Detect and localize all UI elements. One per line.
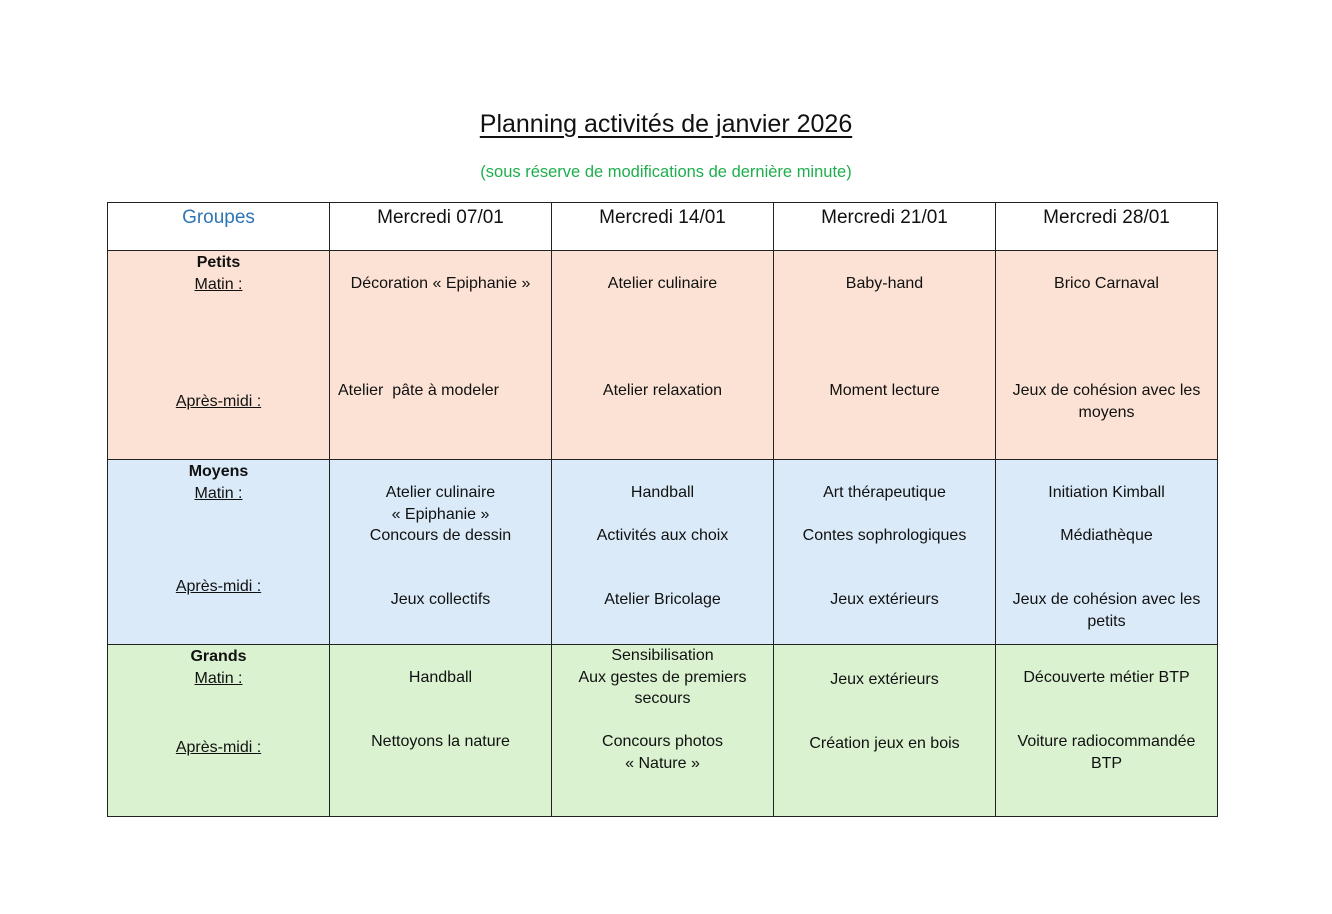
cell-petits-day-2: [552, 251, 774, 460]
activity-afternoon: « Nature »: [625, 754, 700, 772]
activity-afternoon: Atelier pâte à modeler: [338, 382, 499, 399]
activity-morning: Brico Carnaval: [1054, 275, 1159, 292]
activity-morning: Sensibilisation: [611, 647, 714, 664]
page-subtitle: (sous réserve de modifications de dernière minute): [480, 163, 852, 181]
header-day-1: Mercredi 07/01: [330, 203, 552, 251]
cell-grands-day-4: [996, 645, 1218, 817]
afternoon-label: Après-midi :: [175, 739, 262, 756]
activity-morning: Handball: [408, 669, 473, 686]
activity-afternoon: Jeux extérieurs: [830, 591, 939, 608]
activity-afternoon: Jeux collectifs: [390, 591, 491, 608]
cell-petits-day-3: [774, 251, 996, 460]
activity-afternoon: Atelier relaxation: [602, 382, 723, 399]
group-cell-petits: [108, 251, 330, 460]
activity-afternoon: Jeux de cohésion avec les: [1012, 382, 1201, 399]
group-cell-moyens: [108, 460, 330, 645]
row-petits: [108, 251, 1218, 460]
activity-morning: Médiathèque: [1060, 527, 1153, 544]
activity-morning: « Epiphanie »: [391, 505, 490, 523]
activity-afternoon: moyens: [1078, 403, 1135, 421]
activity-morning: Activités aux choix: [596, 527, 729, 544]
activity-morning: Décoration « Epiphanie »: [350, 275, 531, 292]
cell-moyens-day-3: [774, 460, 996, 645]
afternoon-label: Après-midi :: [175, 578, 262, 595]
header-day-3: Mercredi 21/01: [774, 203, 996, 251]
cell-moyens-day-1: [330, 460, 552, 645]
morning-label: Matin :: [194, 484, 243, 502]
activity-afternoon: Voiture radiocommandée: [1017, 733, 1196, 750]
group-name: Petits: [196, 254, 241, 271]
header-day-2: Mercredi 14/01: [552, 203, 774, 251]
row-moyens: [108, 460, 1218, 645]
cell-petits-day-4: [996, 251, 1218, 460]
activity-morning: Jeux extérieurs: [830, 671, 939, 688]
activity-afternoon: Atelier Bricolage: [604, 591, 721, 608]
activity-morning: Initiation Kimball: [1048, 484, 1165, 501]
activity-morning: Atelier culinaire: [607, 275, 718, 292]
activity-afternoon: BTP: [1090, 754, 1123, 772]
cell-moyens-day-2: [552, 460, 774, 645]
activity-morning: Aux gestes de premiers: [578, 668, 747, 686]
activity-afternoon: Concours photos: [602, 733, 723, 750]
planning-table: [107, 202, 1218, 817]
activity-morning: Handball: [630, 484, 695, 501]
cell-grands-day-3: [774, 645, 996, 817]
activity-morning: Concours de dessin: [369, 527, 512, 544]
activity-morning: Atelier culinaire: [385, 484, 496, 501]
activity-afternoon: Jeux de cohésion avec les: [1012, 591, 1201, 608]
activity-afternoon: Création jeux en bois: [809, 735, 960, 752]
cell-grands-day-1: [330, 645, 552, 817]
header-row: [108, 203, 1218, 251]
cell-petits-day-1: [330, 251, 552, 460]
afternoon-label: Après-midi :: [175, 393, 262, 410]
spacer: [780, 504, 989, 526]
morning-label: Matin :: [194, 669, 243, 687]
row-grands: [108, 645, 1218, 817]
spacer: [1002, 504, 1211, 526]
group-cell-grands: [108, 645, 330, 817]
activity-morning: Découverte métier BTP: [1023, 669, 1190, 686]
morning-label: Matin :: [194, 275, 243, 293]
group-name: Moyens: [188, 463, 249, 480]
activity-morning: Baby-hand: [845, 275, 924, 292]
activity-morning: Contes sophrologiques: [802, 527, 967, 544]
activity-afternoon: petits: [1087, 612, 1126, 630]
spacer: [558, 504, 767, 526]
activity-afternoon: Nettoyons la nature: [371, 733, 510, 750]
cell-moyens-day-4: [996, 460, 1218, 645]
activity-morning: secours: [634, 690, 691, 707]
header-day-4: Mercredi 28/01: [996, 203, 1218, 251]
cell-grands-day-2: [552, 645, 774, 817]
activity-morning: Art thérapeutique: [823, 484, 946, 501]
page-title: Planning activités de janvier 2026: [479, 110, 853, 138]
header-groups: Groupes: [108, 203, 330, 251]
activity-afternoon: Moment lecture: [829, 382, 940, 399]
group-name: Grands: [190, 648, 247, 665]
